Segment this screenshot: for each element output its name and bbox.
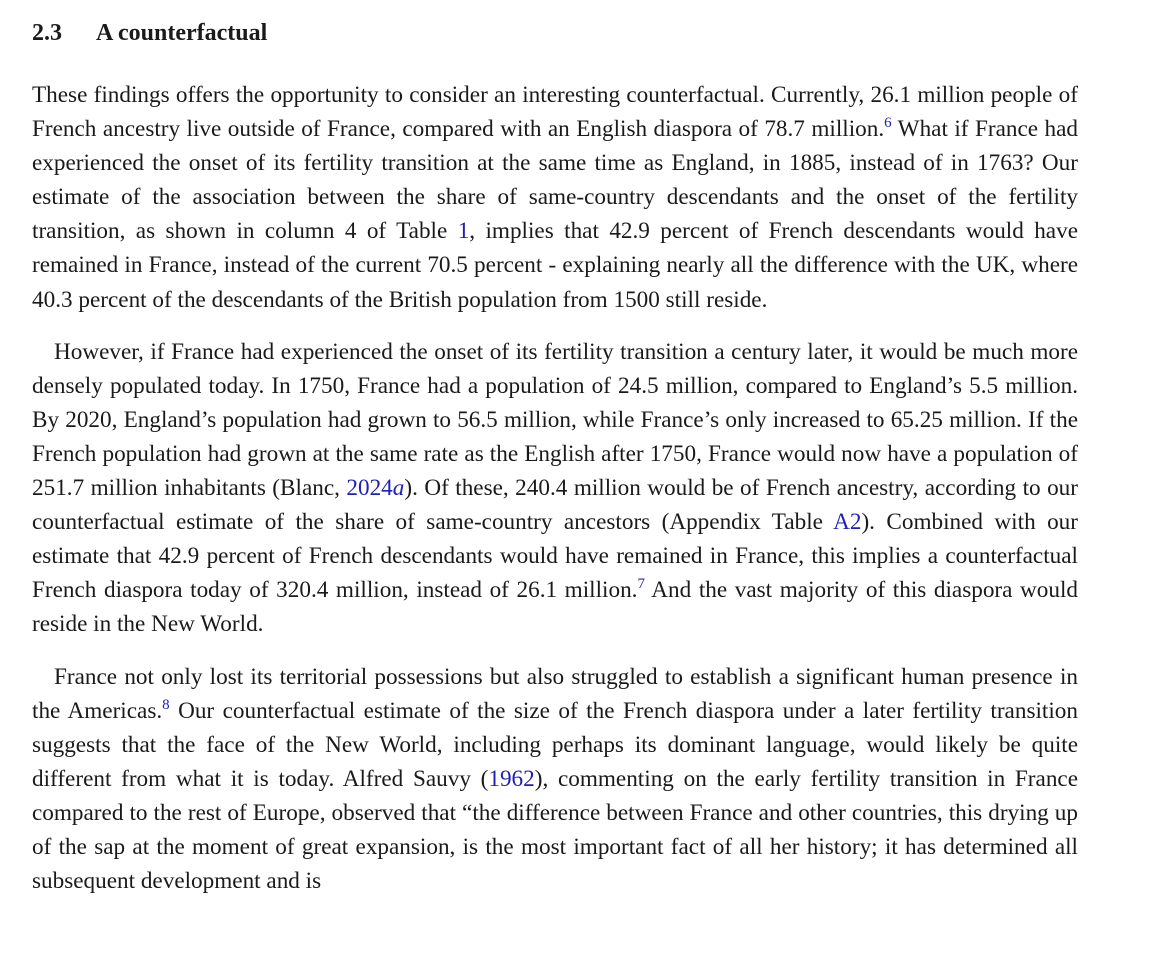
footnote-marker[interactable]: 7	[637, 576, 645, 593]
paragraph-text: ). Of these, 240.4 million would be of French ancestry, according to our counterfactual estimate of the share of same-country ancestors (Appendix Table	[32, 475, 1078, 536]
cross-reference-link[interactable]: 2024	[346, 475, 393, 502]
paragraph-text: What if France had experienced the onset of its fertility transition at the same time as England, in 1885, instead of in 1763? Our estimate of the association between the share of same-country descendants and the onset of the fertility transition, as shown in column 4 of Table	[32, 116, 1078, 245]
footnote-marker[interactable]: 6	[884, 115, 892, 132]
paragraph-2	[32, 335, 1078, 642]
paragraph-3	[32, 660, 1078, 899]
section-number: 2.3	[32, 20, 62, 46]
paragraph-text: And the vast majority of this diaspora would reside in the New World.	[32, 577, 1078, 638]
paragraph-text: ), commenting on the early fertility transition in France compared to the rest of Europe, observed that “the difference between France and other countries, this drying up of the sap at the moment of great expansion, is the most important fact of all her history; it has determined all subsequent development and is	[32, 765, 1078, 895]
cross-reference-link[interactable]: a	[392, 475, 405, 502]
paragraph-text: ). Combined with our estimate that 42.9 percent of French descendants would have remained in France, this implies a counterfactual French diaspora today of 320.4 million, instead of 26.1 million.	[32, 509, 1078, 604]
cross-reference-link[interactable]: 1	[457, 218, 470, 245]
paragraph-text: France not only lost its territorial possessions but also struggled to establish a significant human presence in the Americas.	[32, 663, 1078, 724]
paragraph-1	[32, 78, 1078, 317]
paper-page	[32, 16, 1078, 916]
section-title: A counterfactual	[96, 20, 268, 46]
footnote-marker[interactable]: 8	[162, 696, 170, 713]
paragraph-text: Our counterfactual estimate of the size of the French diaspora under a later fertility transition suggests that the face of the New World, including perhaps its dominant language, would likely be quite different from what it is today. Alfred Sauvy (	[32, 697, 1078, 792]
paragraph-text: These findings offers the opportunity to consider an interesting counterfactual. Currently, 26.1 million people of French ancestry live outside of France, compared with an English diaspora of 78.7 million.	[32, 82, 1078, 143]
cross-reference-link[interactable]: 1962	[488, 765, 535, 792]
paragraph-text: , implies that 42.9 percent of French descendants would have remained in France, instead of the current 70.5 percent - explaining nearly all the difference with the UK, where 40.3 percent of the descendants of the British population from 1500 still reside.	[32, 218, 1078, 313]
cross-reference-link[interactable]: A2	[833, 509, 862, 536]
paragraph-text: However, if France had experienced the onset of its fertility transition a century later, it would be much more densely populated today. In 1750, France had a population of 24.5 million, compared to England’s 5.5 million. By 2020, England’s population had grown to 56.5 million, while France’s only increased to 65.25 million. If the French population had grown at the same rate as the English after 1750, France would now have a population of 251.7 million inhabitants (Blanc,	[32, 338, 1078, 502]
section-heading	[32, 16, 1078, 50]
